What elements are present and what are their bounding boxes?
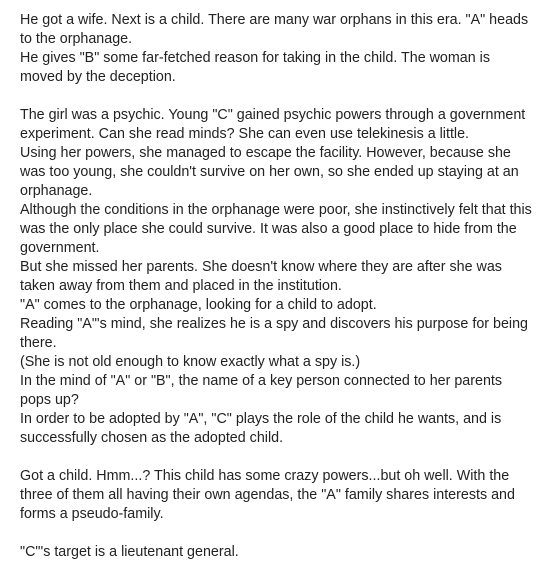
paragraph-pseudo-family — [20, 467, 532, 524]
paragraph-psychic-girl — [20, 106, 536, 448]
text-line: In order to be adopted by "A", "C" plays the role of the child he wants, and is successfully chosen as the adopted child. — [20, 411, 506, 446]
paragraph-adoption-setup — [20, 11, 532, 87]
document-body — [20, 11, 536, 562]
text-line: He gives "B" some far-fetched reason for taking in the child. The woman is moved by the deception. — [20, 50, 494, 85]
paragraph-target — [20, 543, 532, 562]
text-line: "C"'s target is a lieutenant general. — [20, 544, 239, 560]
text-line: Reading "A"'s mind, she realizes he is a spy and discovers his purpose for being there. — [20, 316, 532, 351]
text-line: Using her powers, she managed to escape the facility. However, because she was too young, she couldn't survive on her own, so she ended up staying at an orphanage. — [20, 145, 523, 199]
text-line: He got a wife. Next is a child. There are many war orphans in this era. "A" heads to the orphanage. — [20, 12, 533, 47]
text-line: Got a child. Hmm...? This child has some crazy powers...but oh well. With the three of them all having their own agendas, the "A" family shares interests and forms a pseudo-family. — [20, 468, 519, 522]
text-line: In the mind of "A" or "B", the name of a key person connected to her parents pops up? — [20, 373, 507, 408]
text-line: Although the conditions in the orphanage were poor, she instinctively felt that this was the only place she could survive. It was also a good place to hide from the government. — [20, 202, 536, 256]
text-line: "A" comes to the orphanage, looking for a child to adopt. — [20, 297, 377, 313]
text-line: (She is not old enough to know exactly what a spy is.) — [20, 354, 361, 370]
text-line: The girl was a psychic. Young "C" gained psychic powers through a government experiment. Can she read minds? She can even use telekinesis a little. — [20, 107, 530, 142]
text-line: But she missed her parents. She doesn't know where they are after she was taken away from them and placed in the institution. — [20, 259, 506, 294]
